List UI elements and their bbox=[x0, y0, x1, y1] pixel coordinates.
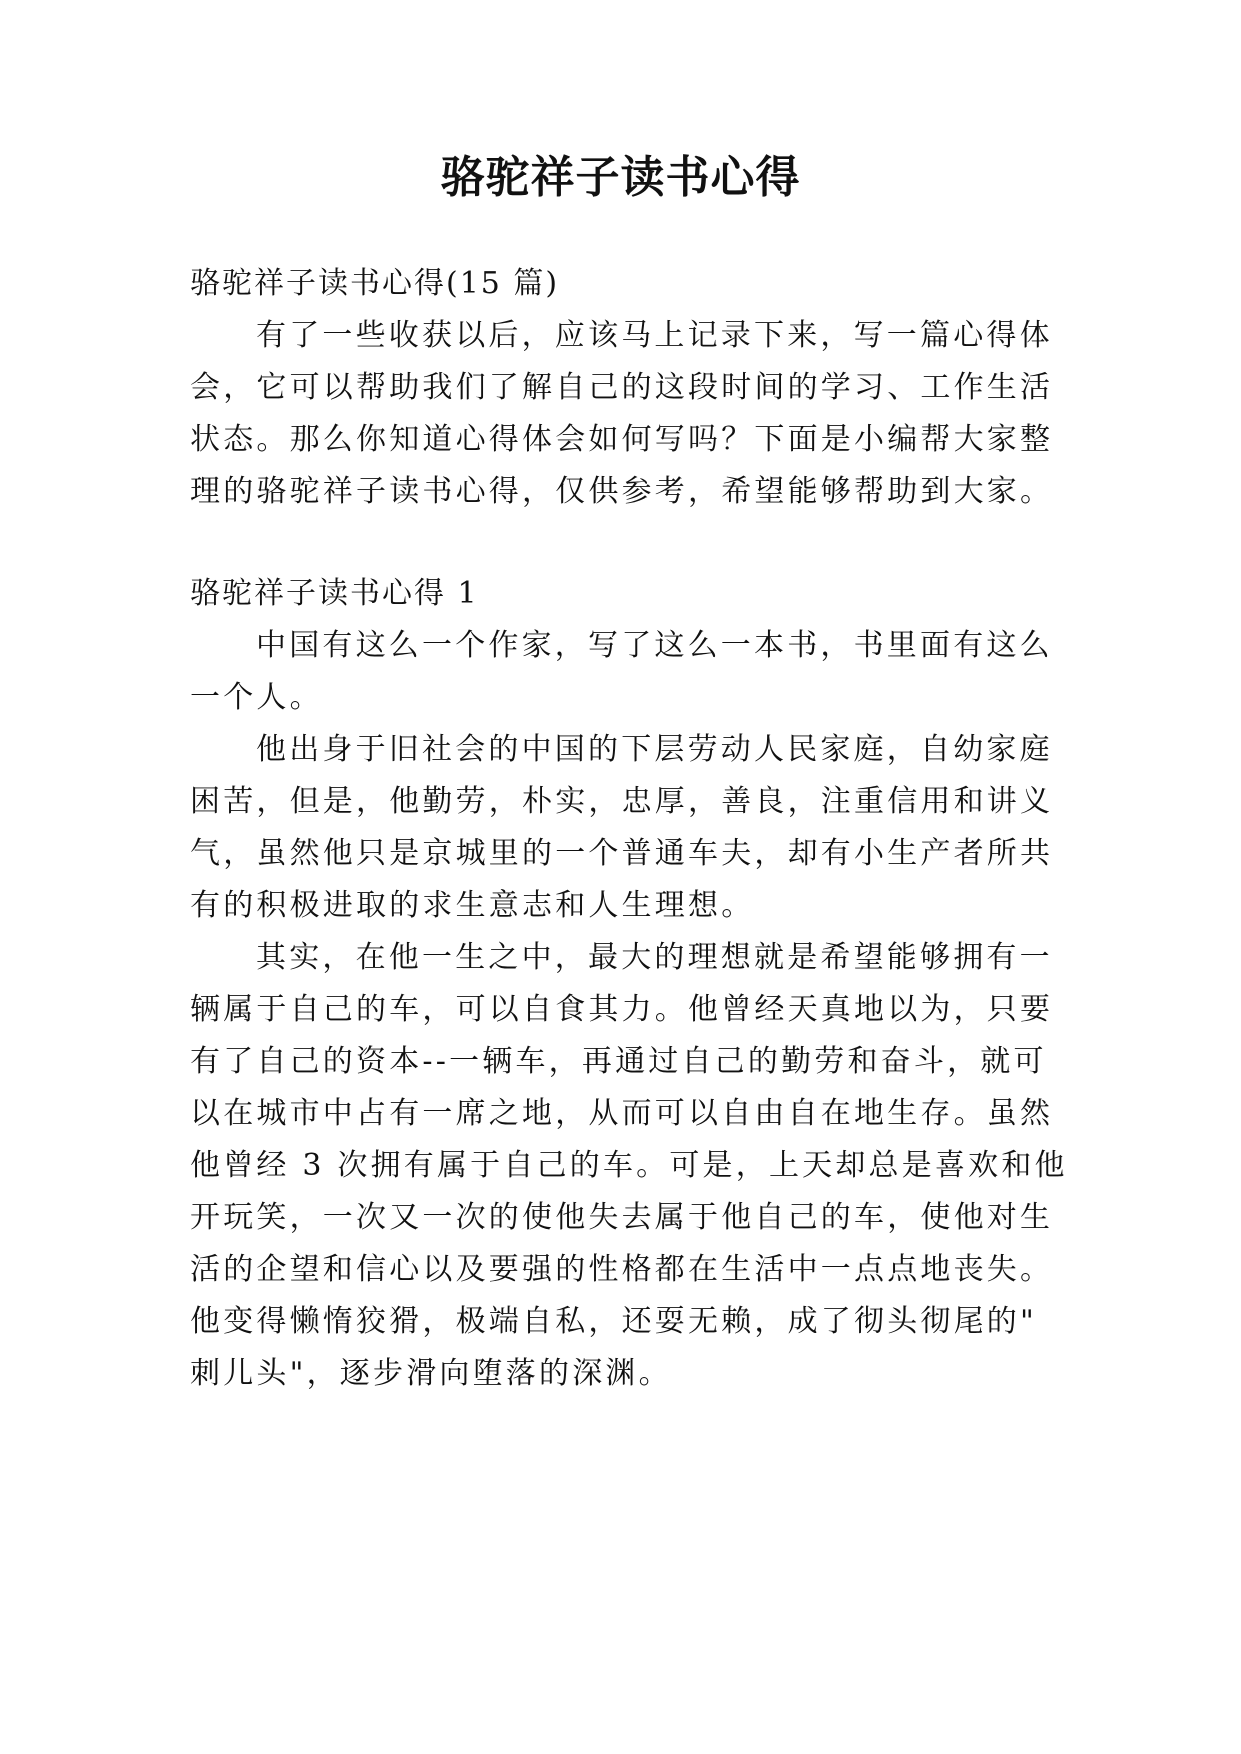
body-paragraph-line: 刺儿头"，逐步滑向堕落的深渊。 bbox=[190, 1356, 672, 1391]
body-paragraph-line: 中国有这么一个作家，写了这么一本书，书里面有这么 bbox=[256, 628, 1053, 663]
intro-paragraph-line: 理的骆驼祥子读书心得，仅供参考，希望能够帮助到大家。 bbox=[190, 474, 1054, 509]
body-paragraph-line: 他曾经 3 次拥有属于自己的车。可是，上天却总是喜欢和他 bbox=[190, 1148, 1068, 1183]
document-title: 骆驼祥子读书心得 bbox=[440, 152, 801, 203]
intro-paragraph-line: 状态。那么你知道心得体会如何写吗？下面是小编帮大家整 bbox=[190, 422, 1054, 457]
body-paragraph-line: 气，虽然他只是京城里的一个普通车夫，却有小生产者所共 bbox=[190, 836, 1054, 871]
body-paragraph-line: 他变得懒惰狡猾，极端自私，还耍无赖，成了彻头彻尾的" bbox=[190, 1304, 1037, 1339]
body-paragraph-line: 其实，在他一生之中，最大的理想就是希望能够拥有一 bbox=[256, 940, 1053, 975]
collection-subtitle: 骆驼祥子读书心得(15 篇) bbox=[190, 266, 560, 301]
body-paragraph-line: 活的企望和信心以及要强的性格都在生活中一点点地丧失。 bbox=[190, 1252, 1054, 1287]
body-paragraph-line: 辆属于自己的车，可以自食其力。他曾经天真地以为，只要 bbox=[190, 992, 1054, 1027]
section-heading: 骆驼祥子读书心得 1 bbox=[190, 576, 479, 611]
intro-paragraph-line: 有了一些收获以后，应该马上记录下来，写一篇心得体 bbox=[256, 318, 1053, 353]
body-paragraph-line: 他出身于旧社会的中国的下层劳动人民家庭，自幼家庭 bbox=[256, 732, 1053, 767]
body-paragraph-line: 有的积极进取的求生意志和人生理想。 bbox=[190, 888, 755, 923]
intro-paragraph-line: 会，它可以帮助我们了解自己的这段时间的学习、工作生活 bbox=[190, 370, 1054, 405]
body-paragraph-line: 开玩笑，一次又一次的使他失去属于他自己的车，使他对生 bbox=[190, 1200, 1054, 1235]
body-paragraph-line: 有了自己的资本--一辆车，再通过自己的勤劳和奋斗，就可 bbox=[190, 1044, 1047, 1079]
body-paragraph-line: 一个人。 bbox=[190, 680, 323, 715]
body-paragraph-line: 困苦，但是，他勤劳，朴实，忠厚，善良，注重信用和讲义 bbox=[190, 784, 1054, 819]
body-paragraph-line: 以在城市中占有一席之地，从而可以自由自在地生存。虽然 bbox=[190, 1096, 1054, 1131]
